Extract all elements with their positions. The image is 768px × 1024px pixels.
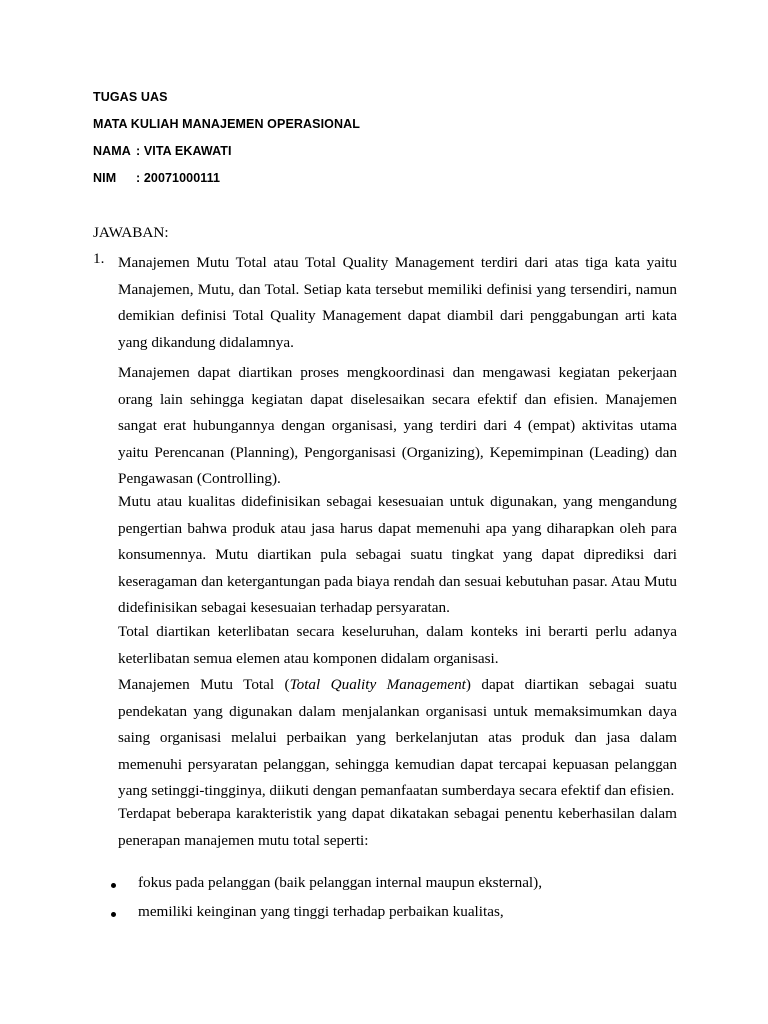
bullet-dot-icon	[111, 883, 116, 888]
header-line-mata-kuliah: MATA KULIAH MANAJEMEN OPERASIONAL	[93, 117, 360, 131]
tqm-text-start: Manajemen Mutu Total (	[118, 676, 290, 693]
nama-value: : VITA EKAWATI	[136, 144, 232, 158]
header-line-nama	[93, 144, 232, 158]
tqm-text-rest: ) dapat diartikan sebagai suatu pendekatan yang digunakan dalam menjalankan organisasi untuk memaksimumkan daya saing organisasi melalui perbaikan yang berkelanjutan atas produk dan jasa dalam memenuhi persyaratan pelanggan, sehingga kemudian dapat tercapai kepuasan pelanggan yang setinggi-tingginya, diikuti dengan pemanfaatan sumberdaya secara efektif dan efisien.	[118, 676, 677, 799]
bullet-dot-icon	[111, 912, 116, 917]
paragraph-mutu: Mutu atau kualitas didefinisikan sebagai kesesuaian untuk digunakan, yang mengandung pengertian bahwa produk atau jasa harus dapat memenuhi apa yang diharapkan oleh para konsumennya. Mutu diartikan pula sebagai suatu tingkat yang dapat diprediksi dari keseragaman dan ketergantungan pada biaya rendah dan sesuai kebutuhan pasar. Atau Mutu didefinisikan sebagai kesesuaian terhadap persyaratan.	[118, 493, 677, 616]
jawaban-heading: JAWABAN:	[93, 224, 169, 241]
item-number: 1.	[93, 250, 105, 267]
nama-label: NAMA	[93, 144, 131, 158]
bullet-text: fokus pada pelanggan (baik pelanggan internal maupun eksternal),	[138, 874, 543, 891]
paragraph-manajemen: Manajemen dapat diartikan proses mengkoordinasi dan mengawasi kegiatan pekerjaan orang lain sehingga kegiatan dapat diselesaikan secara efektif dan efisien. Manajemen sangat erat hubungannya dengan organisasi, yang terdiri dari 4 (empat) aktivitas utama yaitu Perencanan (Planning), Pengorganisasi (Organizing), Kepemimpinan (Leading) dan Pengawasan (Controlling).	[118, 364, 677, 487]
paragraph-karakteristik: Terdapat beberapa karakteristik yang dapat dikatakan sebagai penentu keberhasilan dalam penerapan manajemen mutu total seperti:	[118, 805, 677, 849]
tqm-italic-term: Total Quality Management	[289, 676, 466, 693]
nim-label: NIM	[93, 171, 117, 185]
nim-value: : 20071000111	[136, 171, 221, 185]
header-line-nim	[93, 171, 220, 185]
paragraph-tqm	[118, 672, 677, 805]
paragraph-total: Total diartikan keterlibatan secara keseluruhan, dalam konteks ini berarti perlu adanya keterlibatan semua elemen atau komponen didalam organisasi.	[118, 623, 677, 667]
header-line-tugas: TUGAS UAS	[93, 90, 168, 104]
item-text: Manajemen Mutu Total atau Total Quality Management terdiri dari atas tiga kata yaitu Manajemen, Mutu, dan Total. Setiap kata tersebut memiliki definisi yang tersendiri, namun demikian definisi Total Quality Management dapat diambil dari penggabungan arti kata yang dikandung didalamnya.	[118, 254, 677, 351]
bullet-text: memiliki keinginan yang tinggi terhadap perbaikan kualitas,	[138, 903, 504, 920]
